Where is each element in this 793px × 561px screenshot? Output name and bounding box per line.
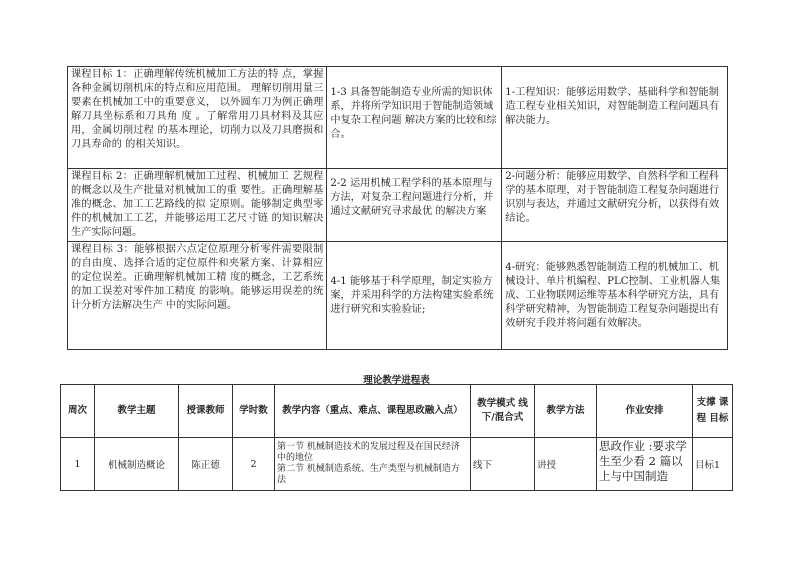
content-cell — [275, 438, 471, 491]
objectives-row — [68, 169, 728, 242]
objective-cell: 课程目标 1：正确理解传统机械加工方法的特 点，掌握各种金属切削机床的特点和应用范围。 理解切削用量三要素在机械加工中的重要意义， 以外圆车刀为例正确理解刀具坐标系和刀具角 度 。了解常用刀具材料及其应用，金属切削过程 的基本理论，切削力以及刀具磨损和刀具寿命的 的相关知识。 — [68, 67, 327, 169]
objectives-table — [67, 66, 728, 350]
topic-cell: 机械制造概论 — [95, 438, 179, 491]
content-line: 第一节 机械制造技术的发展过程及在国民经济中的地位 — [277, 442, 460, 463]
header-objective: 支撑 课程 目标 — [693, 385, 733, 438]
schedule-table — [60, 384, 733, 491]
hours-cell: 2 — [233, 438, 275, 491]
schedule-caption: 理论教学进程表 — [363, 375, 430, 386]
requirement-cell: 4-研究：能够熟悉智能制造工程的机械加工、机械设计、单片机编程、PLC控制、工业机器人集成、工业物联网运维等基本科学研究方法，具有科学研究精神，为智能制造工程复杂问题提出有效研究手段并将问题有效解决。 — [502, 242, 728, 350]
schedule-header-row — [61, 385, 733, 438]
objectives-row — [68, 67, 728, 169]
objective-cell: 目标1 — [693, 438, 733, 491]
indicator-cell: 1-3 具备智能制造专业所需的知识体系，并将所学知识用于智能制造领域中复杂工程问题 解决方案的比较和综合。 — [327, 67, 502, 169]
homework-cell: 思政作业 :要求学生至少看 2 篇以上与中国制造 — [597, 438, 693, 491]
header-mode: 教学模式 线下/混合式 — [471, 385, 535, 438]
objective-cell: 课程目标 2：正确理解机械加工过程、机械加工 艺规程的概念以及生产批量对机械加工的重 要性。正确理解基准的概念、加工工艺路线的拟 定原则。能够制定典型零件的机械加工工艺，并能够运用工艺尺寸链 的知识解决生产实际问题。 — [68, 169, 327, 242]
mode-cell: 线下 — [471, 438, 535, 491]
header-week: 周次 — [61, 385, 95, 438]
header-hours: 学时数 — [233, 385, 275, 438]
header-homework: 作业安排 — [597, 385, 693, 438]
method-cell: 讲授 — [535, 438, 597, 491]
requirement-cell: 1-工程知识：能够运用数学、基础科学和智能制造工程专业相关知识，对智能制造工程问题具有解决能力。 — [502, 67, 728, 169]
header-teacher: 授课教师 — [179, 385, 233, 438]
content-line: 第二节 机械制造系统、生产类型与机械制造方法 — [277, 464, 460, 485]
schedule-row — [61, 438, 733, 491]
indicator-cell: 4-1 能够基于科学原理，制定实验方案，并采用科学的方法构建实验系统进行研究和实验验证; — [327, 242, 502, 350]
header-method: 教学方法 — [535, 385, 597, 438]
requirement-cell: 2-问题分析：能够应用数学、自然科学和工程科学的基本原理，对于智能制造工程复杂问题进行识别与表达，并通过文献研究分析，以获得有效结论。 — [502, 169, 728, 242]
header-content: 教学内容（重点、难点、课程思政融入点） — [275, 385, 471, 438]
week-cell: 1 — [61, 438, 95, 491]
teacher-cell: 陈正德 — [179, 438, 233, 491]
objectives-row — [68, 242, 728, 350]
header-topic: 教学主题 — [95, 385, 179, 438]
indicator-cell: 2-2 运用机械工程学科的基本原理与方法，对复杂工程问题进行分析，并通过文献研究寻求最优 的解决方案 — [327, 169, 502, 242]
objective-cell: 课程目标 3：能够根据六点定位原理分析零件需要限制的自由度、选择合适的定位原件和夹紧方案、计算相应的定位误差。正确理解机械加工精 度的概念，工艺系统的加工误差对零件加工精度 的影响。能够运用误差的统计分析方法解决生产 中的实际问题。 — [68, 242, 327, 350]
